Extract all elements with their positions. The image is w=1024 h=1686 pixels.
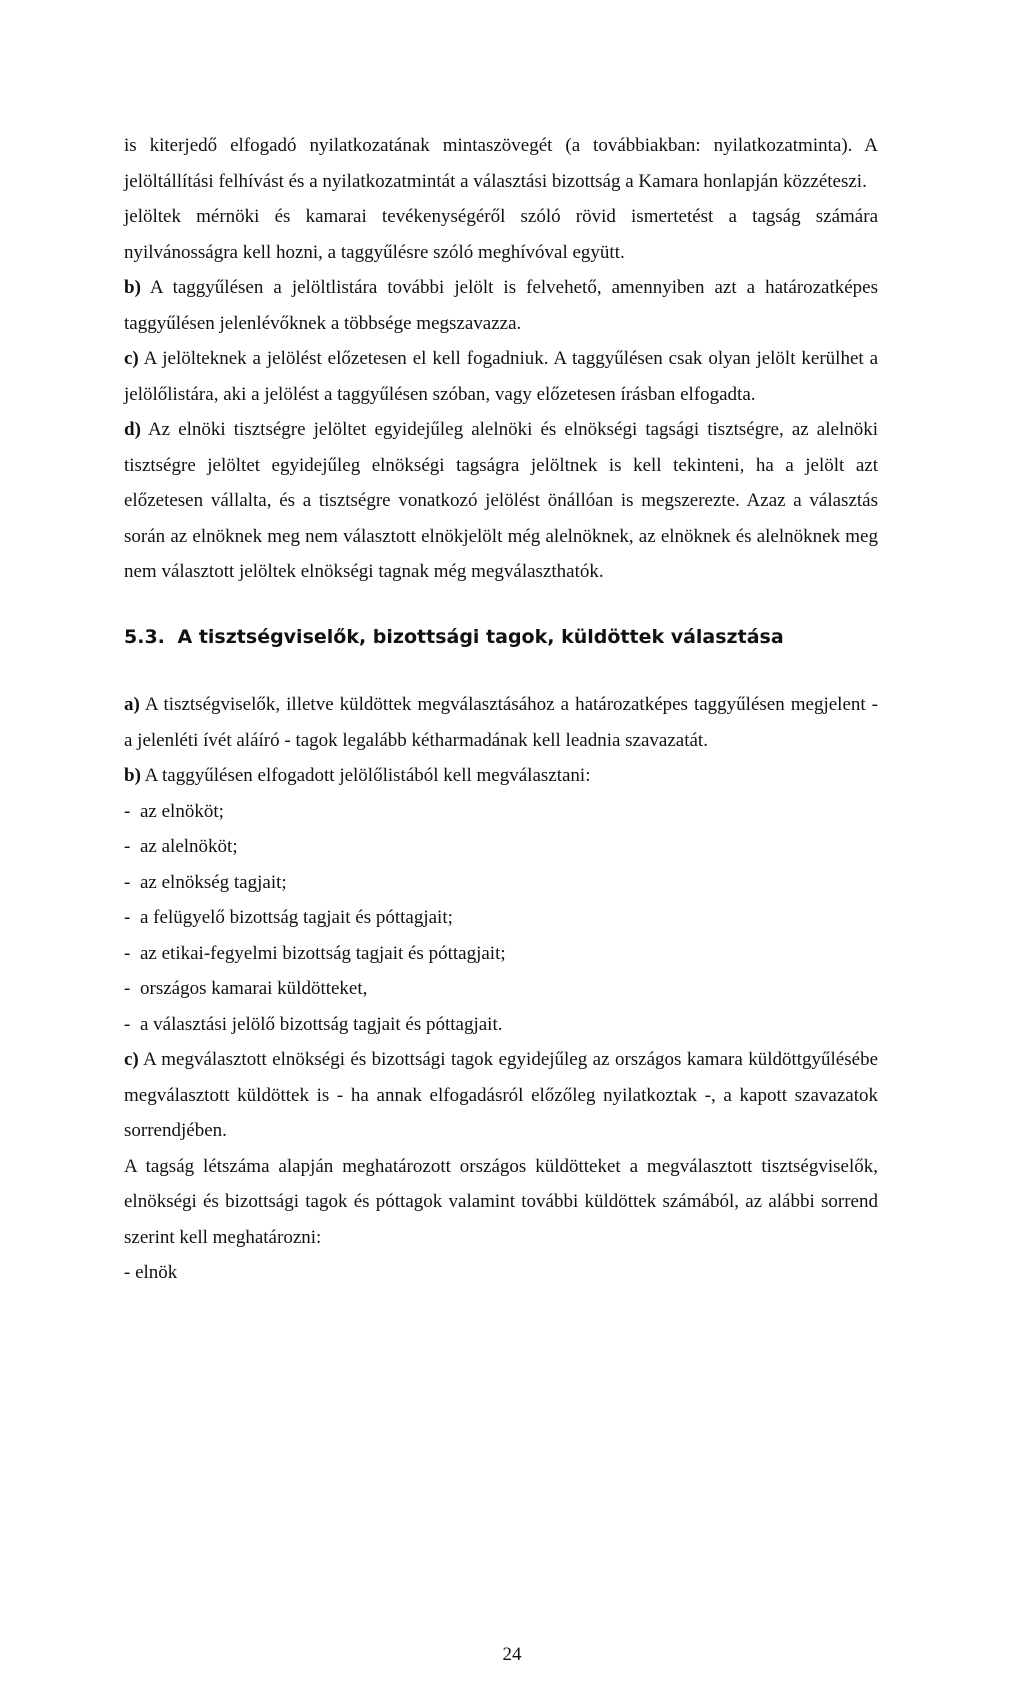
page-number: 24 [502, 1644, 522, 1665]
paragraph-text: A taggyűlésen a jelöltlistára további jelölt is felvehető, amennyiben azt a határozatképes taggyűlésen jelenlévőknek a többsége megszavazza. [124, 277, 878, 334]
list-item-text: az alelnököt; [140, 836, 238, 857]
list-item [124, 900, 878, 936]
last-line [124, 1255, 878, 1291]
paragraph-text: Az elnöki tisztségre jelöltet egyidejűleg alelnöki és elnökségi tagsági tisztségre, az alelnöki tisztségre jelöltet egyidejűleg elnökségi tagságra jelöltnek is kell tekinteni, ha a jelölt azt előzetesen vállalta, és a tisztségre vonatkozó jelölést önállóan is megszerezte. Azaz a választás során az elnöknek meg nem választott elnökjelölt még alelnöknek, az elnöknek és alelnöknek meg nem választott jelöltek elnökségi tagnak még megválaszthatók. [124, 419, 878, 582]
paragraph-text: A megválasztott elnökségi és bizottsági tagok egyidejűleg az országos kamara küldöttgyűlésébe megválasztott küldöttek is - ha annak elfogadásról előzőleg nyilatkoztak -, a kapott szavazatok sorrendjében. [124, 1049, 878, 1141]
paragraph-orszagos-kuldottek [124, 1149, 878, 1256]
document-body [124, 128, 878, 1291]
election-list [124, 794, 878, 1043]
paragraph-b-jeloltlista [124, 270, 878, 341]
paragraph-text: A taggyűlésen elfogadott jelölőlistából kell megválasztani: [144, 765, 591, 786]
paragraph-c-jeloles-elfogadas [124, 341, 878, 412]
list-dash: - [124, 871, 131, 893]
paragraph-b-jelololista [124, 758, 878, 794]
paragraph-text: A jelölteknek a jelölést előzetesen el kell fogadniuk. A taggyűlésen csak olyan jelölt kerülhet a jelölőlistára, aki a jelölést a taggyűlésen szóban, vagy előzetesen írásban elfogadta. [124, 348, 879, 405]
list-dash: - [124, 1013, 131, 1035]
paragraph-text: A tisztségviselők, illetve küldöttek megválasztásához a határozatképes taggyűlésen megjelent - a jelenléti ívét aláíró - tagok legalább kétharmadának kell leadnia szavazatát. [124, 694, 879, 751]
paragraph-text: jelöltek mérnöki és kamarai tevékenységéről szóló rövid ismertetést a tagság számára nyilvánosságra kell hozni, a taggyűlésre szóló meghívóval együtt. [124, 206, 878, 263]
list-item-text: az elnökség tagjait; [140, 871, 287, 893]
list-item [124, 971, 878, 1007]
list-item [124, 936, 878, 972]
paragraph-a-szavazat [124, 687, 878, 758]
paragraph-label: d) [124, 419, 141, 440]
list-dash: - [124, 978, 131, 999]
paragraph-label: b) [124, 277, 141, 298]
paragraph-text: A tagság létszáma alapján meghatározott országos küldötteket a megválasztott tisztségviselők, elnökségi és bizottsági tagok és póttagok valamint további küldöttek számából, az alábbi sorrend szerint kell meghatározni: [124, 1155, 878, 1248]
list-dash: - [124, 800, 131, 822]
paragraph-label: c) [124, 348, 139, 369]
paragraph-label: a) [124, 694, 140, 715]
list-item-text: a választási jelölő bizottság tagjait és póttagjait. [140, 1013, 503, 1035]
list-item-text: az etikai-fegyelmi bizottság tagjait és póttagjait; [140, 942, 506, 964]
paragraph-d-elnoki-tisztseg [124, 412, 878, 590]
paragraph-c-kuldottgyules [124, 1042, 878, 1149]
list-item-text: a felügyelő bizottság tagjait és póttagjait; [140, 907, 453, 928]
paragraph-label: c) [124, 1049, 139, 1070]
paragraph-label: b) [124, 765, 141, 786]
paragraph-jeloltek-ismertetes [124, 199, 878, 270]
section-title: A tisztségviselők, bizottsági tagok, küldöttek választása [177, 625, 784, 648]
last-line-text: - elnök [124, 1262, 178, 1283]
paragraph-text: is kiterjedő elfogadó nyilatkozatának mintaszövegét (a továbbiakban: nyilatkozatminta). A jelöltállítási felhívást és a nyilatkozatmintát a választási bizottság a Kamara honlapján közzéteszi. [124, 135, 878, 192]
list-item [124, 829, 878, 865]
list-dash: - [124, 836, 131, 857]
list-item [124, 865, 878, 901]
list-dash: - [124, 942, 131, 964]
paragraph-nyilatkozatminta [124, 128, 878, 199]
list-item-text: az elnököt; [140, 800, 224, 822]
section-heading [124, 620, 878, 656]
section-number: 5.3. [124, 625, 165, 648]
list-item-text: országos kamarai küldötteket, [140, 978, 368, 999]
list-item [124, 794, 878, 830]
list-item [124, 1007, 878, 1043]
list-dash: - [124, 907, 131, 928]
